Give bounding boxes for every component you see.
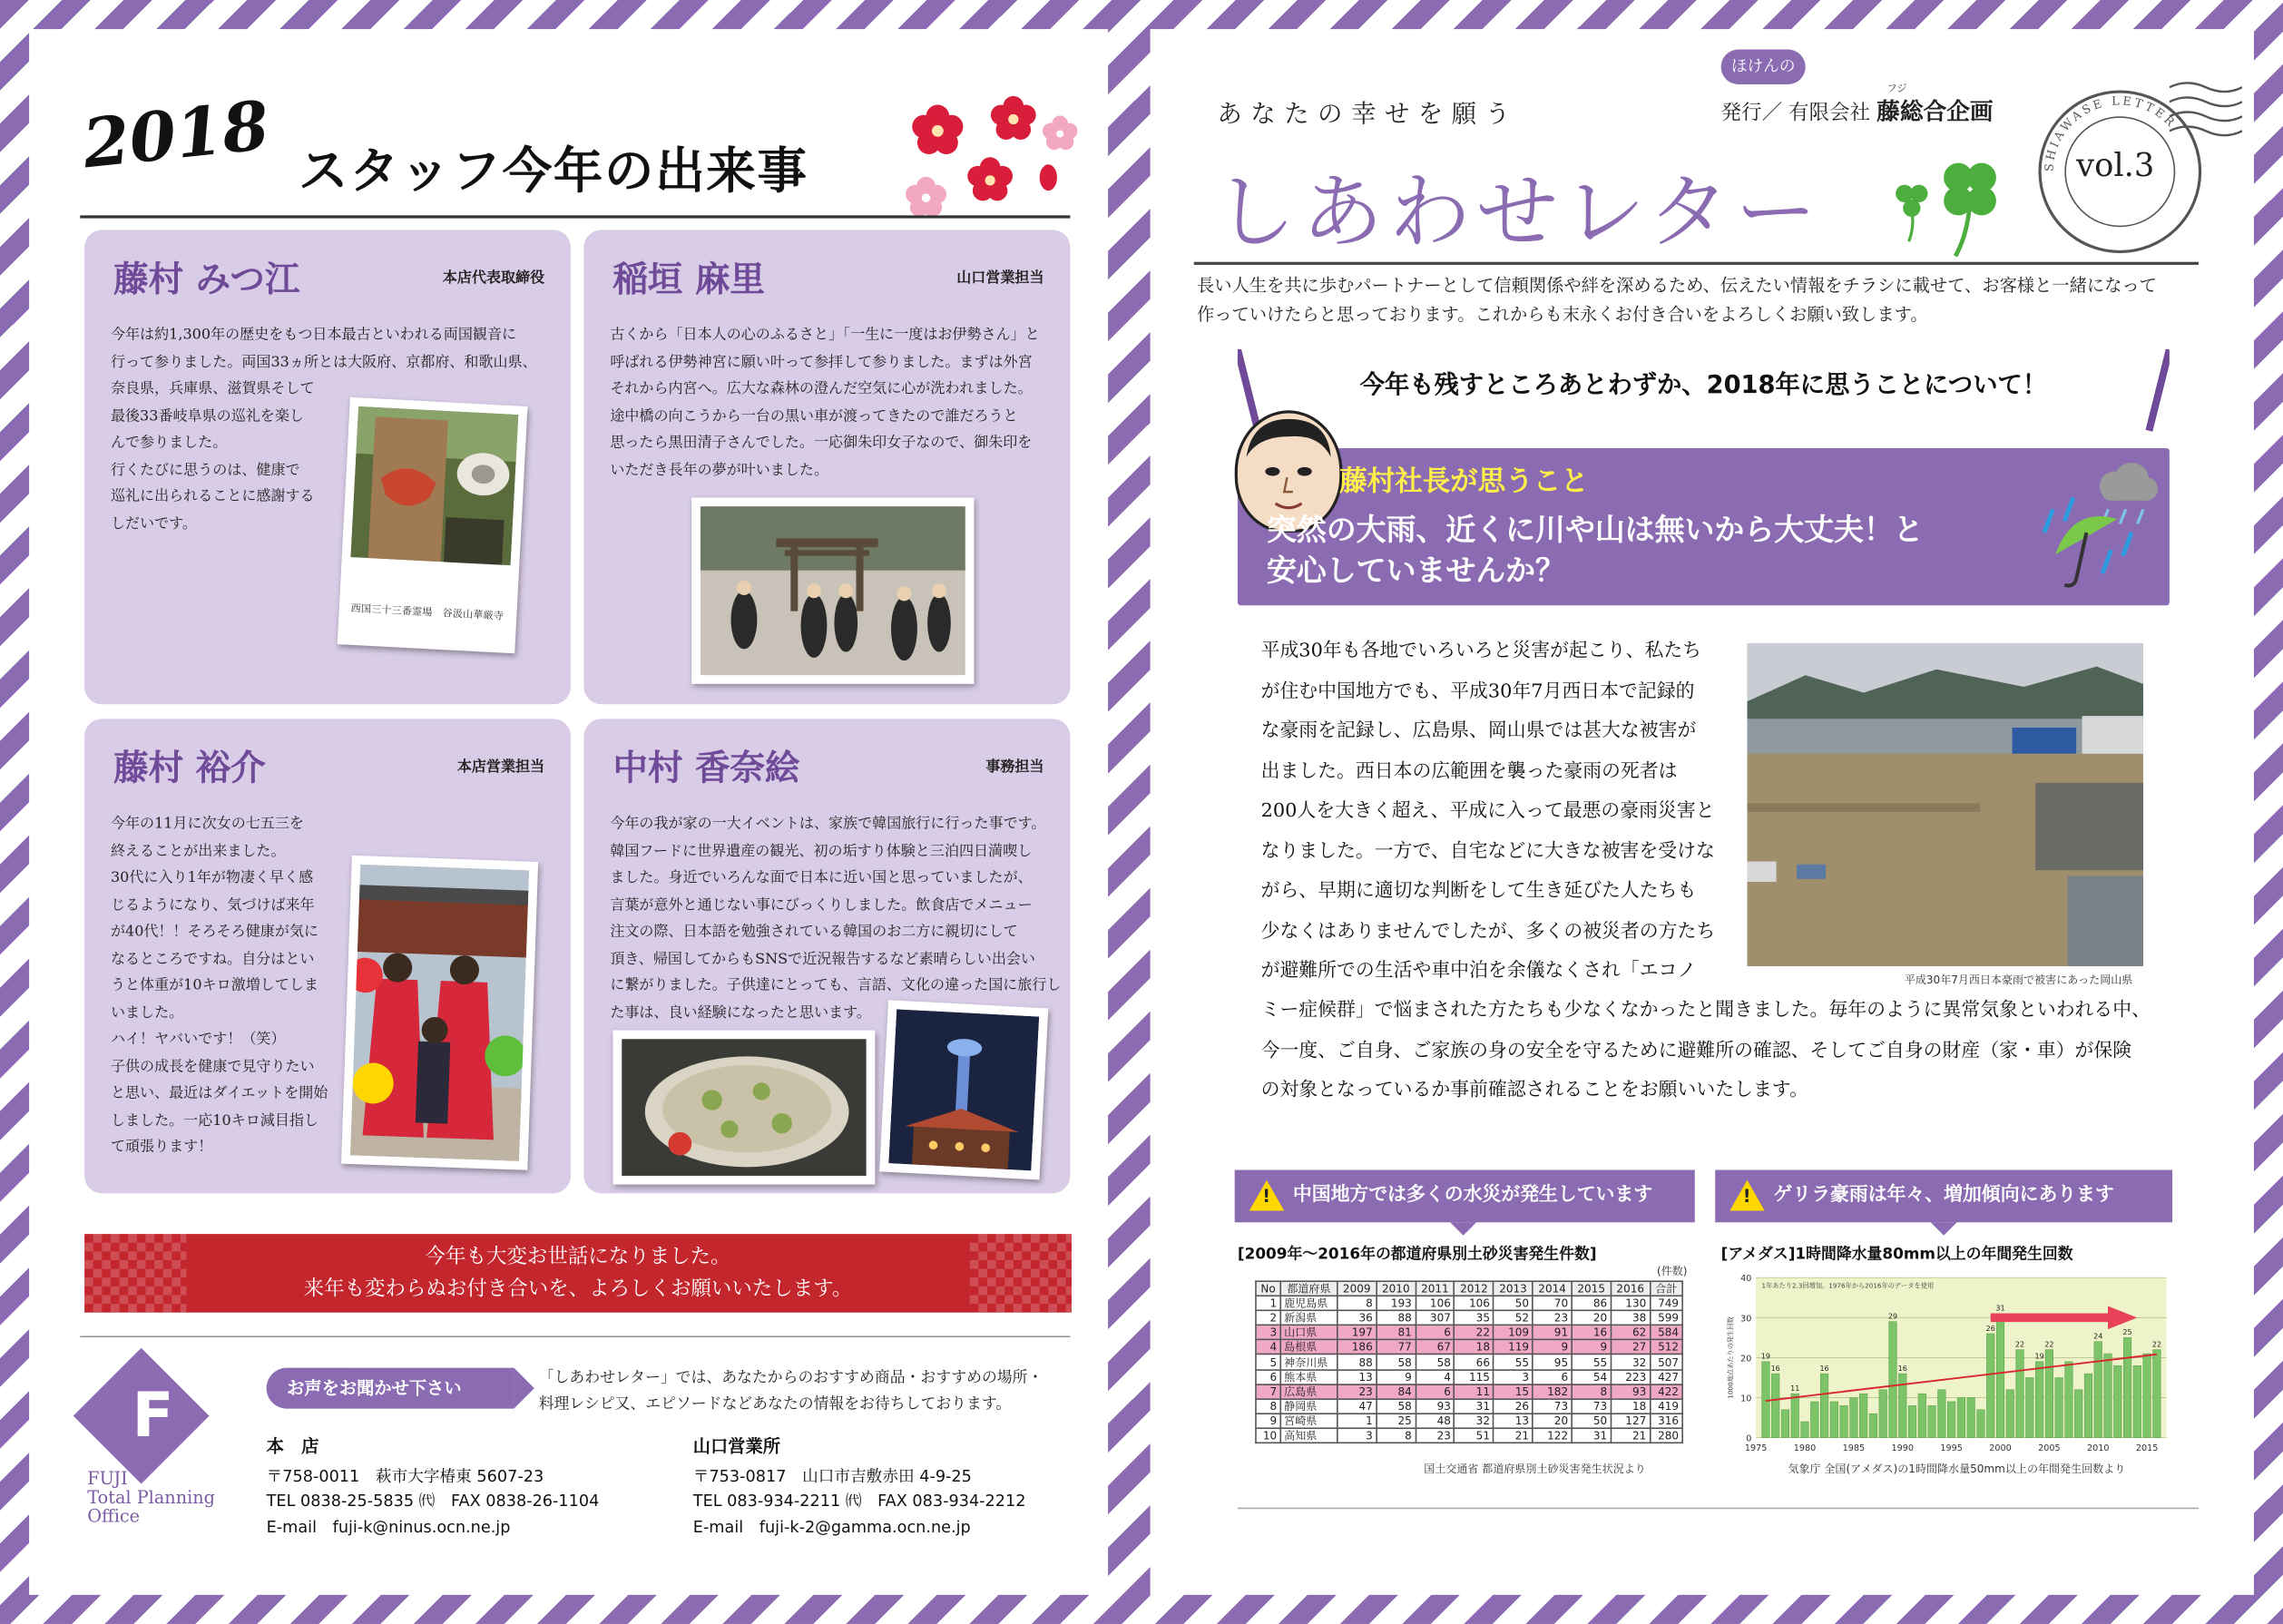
table-cell: 3: [1337, 1428, 1377, 1443]
newsletter-title: しあわせレター: [1214, 165, 1823, 261]
plum-blossom-icon: [888, 79, 1078, 224]
table-cell: 32: [1611, 1355, 1650, 1369]
chart-data-label: 29: [1887, 1312, 1898, 1321]
chart-y-tick: 30: [1740, 1314, 1752, 1325]
table-row: [1256, 1311, 1682, 1326]
svg-text:SHIAWASE LETTER: SHIAWASE LETTER: [2043, 94, 2180, 172]
clover-icon: [1886, 145, 2014, 261]
staff-text: 今年の我が家の一大イベントは、家族で韓国旅行に行った事です。 韓国フードに世界遺産の観光、初の垢すり体験と三泊四日満喫し ました。身近でいろんな面で日本に近い国と思っていましたが、 言葉が意外と通じない事にびっくりしました。飲食店でメニュー 注文の際、日本語を勉強されている韓国のお二方に親切にして 頂き、帰国してからもSNSで近況報告するなど素晴らしい出会い に繋がりました。子供達にとっても、言語、文化の違った国に旅行し た事は、良い経験になったと思います。: [610, 816, 1062, 1022]
chart-x-tick: 2010: [2086, 1443, 2110, 1454]
table-cell: 8: [1256, 1399, 1280, 1414]
table-cell: 31: [1455, 1399, 1494, 1414]
chart-data-label: 11: [1790, 1384, 1800, 1393]
staff-text: 今年は約1,300年の歴史をもつ日本最古といわれる両国観音に 行って参りました。両国33ヵ所とは大阪府、京都府、和歌山県、 奈良県，兵庫県、滋賀県そして 最後33番岐阜県の巡礼を楽し んで参りました。 行くたびに思うのは、健康で 巡礼に出られることに感謝する しだいです。: [110, 327, 537, 533]
table-cell: 77: [1377, 1340, 1416, 1355]
table-cell: 7: [1256, 1384, 1280, 1399]
table-cell: 95: [1533, 1355, 1572, 1369]
chart-bar: [1918, 1394, 1926, 1438]
voice-arrow-icon: [514, 1368, 534, 1409]
flood-photo: [1748, 643, 2143, 966]
chart-bar: [1850, 1398, 1858, 1438]
table-cell: 197: [1337, 1326, 1377, 1340]
table-cell: 2: [1256, 1311, 1280, 1326]
article-body-continued: ミー症候群」で悩まされた方たちも少なくなかったと聞きました。毎年のように異常気象といわれる中、 今一度、ご自身、ご家族の身の安全を守るために避難所の確認、そしてご自身の財産（家・車）が保険 の対象となっているか事前確認されることをお願いいたします。: [1260, 999, 2151, 1102]
table-header-cell: 2012: [1455, 1281, 1494, 1296]
table-header-cell: 2015: [1572, 1281, 1611, 1296]
table-cell: 62: [1611, 1326, 1650, 1340]
table-header-cell: 2010: [1377, 1281, 1416, 1296]
greeting-line: 来年も変わらぬお付き合いを、よろしくお願いいたします。: [303, 1277, 853, 1301]
volume-number: vol.3: [2076, 148, 2155, 185]
right-page: [1151, 29, 2254, 1595]
chart-bar: [1771, 1374, 1779, 1438]
table-row: [1256, 1369, 1682, 1384]
chart-data-label: 16: [1819, 1364, 1829, 1373]
table-cell: 422: [1650, 1384, 1682, 1399]
chart-bar: [2113, 1365, 2121, 1437]
chart-bar: [2084, 1374, 2092, 1438]
table-cell: 73: [1572, 1399, 1611, 1414]
chart-x-tick: 1975: [1744, 1443, 1768, 1454]
chart-x-tick: 1990: [1891, 1443, 1914, 1454]
greeting-line: 今年も大変お世話になりました。: [425, 1245, 731, 1269]
table-cell: 6: [1533, 1369, 1572, 1384]
table-header-row: [1256, 1281, 1682, 1296]
chart-data-label: 22: [2014, 1340, 2025, 1349]
email-link[interactable]: E-mail fuji-k-2@gamma.ocn.ne.jp: [692, 1517, 971, 1536]
table-cell: 35: [1455, 1311, 1494, 1326]
chart-bar: [1879, 1390, 1887, 1438]
table-row: [1256, 1326, 1682, 1340]
left-page: [29, 29, 1108, 1595]
chart-x-tick: 1980: [1793, 1443, 1817, 1454]
staff-card-mari: [583, 230, 1070, 704]
warning-flood: ! 中国地方では多くの水災が発生しています: [1235, 1170, 1695, 1223]
table-cell: 4: [1256, 1340, 1280, 1355]
chart-bar: [1801, 1422, 1809, 1438]
table-cell: 91: [1533, 1326, 1572, 1340]
chart-y-tick: 0: [1746, 1433, 1752, 1444]
table-cell: 新潟県: [1280, 1311, 1337, 1326]
table-cell: 1: [1337, 1414, 1377, 1428]
table-cell: 6: [1256, 1369, 1280, 1384]
table-cell: 182: [1533, 1384, 1572, 1399]
table-cell: 507: [1650, 1355, 1682, 1369]
office-yamaguchi: 山口営業所 〒753-0817 山口市吉敷赤田 4-9-25 TEL 083-934-2211 ㈹ FAX 083-934-2212 E-mail fuji-k-2@gamma.ocn.ne.jp: [693, 1434, 1026, 1539]
table-cell: 73: [1533, 1399, 1572, 1414]
chart-y-tick: 20: [1740, 1354, 1752, 1365]
postmark-waves-icon: [2170, 73, 2242, 160]
email-link[interactable]: E-mail fuji-k@ninus.ocn.ne.jp: [266, 1517, 511, 1536]
chart-y-tick: 40: [1740, 1274, 1752, 1285]
chart-bar: [2133, 1365, 2141, 1437]
table-cell: 88: [1377, 1311, 1416, 1326]
table-cell: 9: [1533, 1340, 1572, 1355]
table-cell: 16: [1572, 1326, 1611, 1340]
table-cell: 316: [1650, 1414, 1682, 1428]
table-cell: 23: [1337, 1384, 1377, 1399]
table-cell: 55: [1494, 1355, 1533, 1369]
table-cell: 81: [1377, 1326, 1416, 1340]
warning-tail: [1450, 1222, 1476, 1235]
warning-tail: [1931, 1222, 1957, 1235]
chart-note: 1年あたり2.3回増加。1976年から2016年のデータを使用: [1761, 1281, 1935, 1290]
table-cell: 50: [1572, 1414, 1611, 1428]
table-title: [2009年〜2016年の都道府県別土砂災害発生件数]: [1237, 1245, 1597, 1264]
table-header-cell: 2011: [1416, 1281, 1455, 1296]
chart-bar: [1967, 1398, 1975, 1438]
table-cell: 93: [1611, 1384, 1650, 1399]
publisher-ruby: フジ: [1886, 83, 1907, 95]
rain-umbrella-icon: [2038, 460, 2158, 594]
table-cell: 21: [1494, 1428, 1533, 1443]
warning-guerrilla: ! ゲリラ豪雨は年々、増加傾向にあります: [1715, 1170, 2172, 1223]
greeting-band: [84, 1234, 1072, 1313]
table-source: 国土交通省 都道府県別土砂災害発生状況より: [1424, 1462, 1646, 1476]
table-cell: 52: [1494, 1311, 1533, 1326]
staff-card-yusuke: [84, 719, 571, 1193]
table-row: [1256, 1384, 1682, 1399]
table-row: [1256, 1428, 1682, 1443]
table-cell: 宮崎県: [1280, 1414, 1337, 1428]
table-row: [1256, 1355, 1682, 1369]
chart-bar: [2016, 1350, 2024, 1438]
table-cell: 127: [1611, 1414, 1650, 1428]
table-cell: 55: [1572, 1355, 1611, 1369]
chart-data-label: 22: [2044, 1340, 2054, 1349]
table-row: [1256, 1340, 1682, 1355]
chart-bar: [1947, 1402, 1955, 1438]
shrine-photo: [691, 498, 974, 684]
table-cell: 8: [1572, 1384, 1611, 1399]
table-cell: 54: [1572, 1369, 1611, 1384]
chart-x-tick: 1985: [1842, 1443, 1866, 1454]
table-cell: 88: [1337, 1355, 1377, 1369]
table-header-cell: 2014: [1533, 1281, 1572, 1296]
staff-role: 事務担当: [985, 759, 1044, 776]
chart-bar: [2006, 1390, 2014, 1438]
table-cell: 27: [1611, 1340, 1650, 1355]
chart-bar: [1928, 1405, 1936, 1437]
table-cell: 3: [1494, 1369, 1533, 1384]
chart-bar: [1977, 1410, 1985, 1438]
chart-bar: [1996, 1314, 2004, 1438]
table-cell: 106: [1416, 1296, 1455, 1310]
table-cell: 鹿児島県: [1280, 1296, 1337, 1310]
table-header-cell: 都道府県: [1280, 1281, 1337, 1296]
table-header-cell: 合計: [1650, 1281, 1682, 1296]
table-cell: 13: [1494, 1414, 1533, 1428]
table-cell: 58: [1377, 1399, 1416, 1414]
table-cell: 186: [1337, 1340, 1377, 1355]
chart-bar: [2123, 1337, 2131, 1437]
table-header-cell: 2016: [1611, 1281, 1650, 1296]
chart-bar: [1938, 1390, 1946, 1438]
table-cell: 11: [1455, 1384, 1494, 1399]
table-cell: 66: [1455, 1355, 1494, 1369]
chart-bar: [2153, 1350, 2161, 1438]
chart-bar: [1781, 1410, 1789, 1438]
table-unit: (件数): [1657, 1264, 1688, 1278]
table-cell: 神奈川県: [1280, 1355, 1337, 1369]
table-cell: 静岡県: [1280, 1399, 1337, 1414]
staff-name: 藤村 みつ江: [113, 259, 300, 300]
table-cell: 島根県: [1280, 1340, 1337, 1355]
chart-bar: [1957, 1398, 1965, 1438]
table-cell: 749: [1650, 1296, 1682, 1310]
tagline: あなたの幸せを願う: [1217, 100, 1519, 130]
checker-pattern: [970, 1234, 1072, 1313]
table-cell: 4: [1416, 1369, 1455, 1384]
table-cell: 15: [1494, 1384, 1533, 1399]
table-cell: 48: [1416, 1414, 1455, 1428]
table-row: [1256, 1414, 1682, 1428]
table-cell: 10: [1256, 1428, 1280, 1443]
table-cell: 22: [1455, 1326, 1494, 1340]
intro-rule: [1194, 262, 2199, 265]
table-cell: 6: [1416, 1326, 1455, 1340]
chart-arrow-shaft: [1991, 1314, 2108, 1323]
chart-bar: [2104, 1354, 2112, 1438]
table-cell: 5: [1256, 1355, 1280, 1369]
article-body: 平成30年も各地でいろいろと災害が起こり、私たち が住む中国地方でも、平成30年7月西日本で記録的 な豪雨を記録し、広島県、岡山県では甚大な被害が 出ました。西日本の広範囲を襲った豪雨の死者は 200人を大きく超え、平成に入って最悪の豪雨災害と なりました。一方で、自宅などに大きな被害を受けな がら、早期に適切な判断をして生き延びた人たちも 少なくはありませんでしたが、多くの被災者の方たち が避難所での生活や車中泊を余儀なくされ「エコノ: [1260, 640, 1716, 983]
table-cell: 38: [1611, 1311, 1650, 1326]
chart-bar: [1869, 1414, 1877, 1437]
table-cell: 307: [1416, 1311, 1455, 1326]
temple-photo: [338, 397, 528, 654]
table-cell: 25: [1377, 1414, 1416, 1428]
chart-bar: [2055, 1377, 2063, 1437]
shichigosan-photo: [341, 856, 538, 1170]
table-cell: 51: [1455, 1428, 1494, 1443]
chart-x-tick: 2015: [2135, 1443, 2159, 1454]
table-cell: 223: [1611, 1369, 1650, 1384]
chart-bar: [1820, 1374, 1828, 1438]
table-cell: 122: [1533, 1428, 1572, 1443]
table-cell: 18: [1455, 1340, 1494, 1355]
photo-caption: 西国三十三番霊場 谷汲山華厳寺: [350, 602, 505, 622]
chart-data-label: 22: [2151, 1340, 2161, 1349]
staff-text: 古くから「日本人の心のふるさと」「一生に一度はお伊勢さん」と 呼ばれる伊勢神宮に願い叶って参拝して参りました。まずは外宮 それから内宮へ。広大な森林の澄んだ空気に心が洗われました。 途中橋の向こうから一台の黒い車が渡ってきたので誰だろうと 思ったら黒田清子さんでした。一応御朱印女子なので、御朱印を いただき長年の夢が叶いました。: [610, 327, 1040, 478]
table-cell: 58: [1416, 1355, 1455, 1369]
chart-bar: [1859, 1394, 1867, 1438]
table-cell: 584: [1650, 1326, 1682, 1340]
bottom-rule: [1238, 1508, 2199, 1510]
table-cell: 427: [1650, 1369, 1682, 1384]
table-cell: 70: [1533, 1296, 1572, 1310]
table-cell: 9: [1572, 1340, 1611, 1355]
staff-card-mitsue: [84, 230, 571, 704]
chart-bar: [2094, 1342, 2102, 1438]
staff-name: 藤村 裕介: [113, 748, 266, 789]
table-row: [1256, 1399, 1682, 1414]
rain-bar-chart: [1721, 1269, 2181, 1464]
table-cell: 3: [1256, 1326, 1280, 1340]
staff-name: 稲垣 麻里: [612, 259, 765, 300]
company-logo-text: FUJI Total Planning Office: [87, 1468, 216, 1527]
chart-x-tick: 2000: [1989, 1443, 2012, 1454]
table-cell: 193: [1377, 1296, 1416, 1310]
chart-x-tick: 1995: [1940, 1443, 1963, 1454]
voice-text: 「しあわせレター」では、あなたからのおすすめ商品・おすすめの場所・ 料理レシピ又、エピソードなどあなたの情報をお待ちしております。: [538, 1369, 1044, 1414]
publisher: 発行／ 有限会社 藤総合企画: [1720, 97, 1994, 125]
chart-data-label: 19: [1760, 1352, 1771, 1361]
chart-y-tick: 10: [1740, 1394, 1752, 1404]
table-cell: 50: [1494, 1296, 1533, 1310]
chart-data-label: 16: [1897, 1364, 1907, 1373]
title-year: 2018: [79, 85, 273, 184]
chart-x-tick: 2005: [2038, 1443, 2061, 1454]
table-cell: 512: [1650, 1340, 1682, 1355]
chart-bar: [1908, 1405, 1916, 1437]
chart-data-label: 25: [2122, 1328, 2132, 1337]
table-cell: 20: [1572, 1311, 1611, 1326]
table-cell: 21: [1611, 1428, 1650, 1443]
chart-bar: [2143, 1354, 2151, 1438]
table-header-cell: 2013: [1494, 1281, 1533, 1296]
table-cell: 599: [1650, 1311, 1682, 1326]
disaster-table: [1255, 1280, 1683, 1443]
checker-pattern: [84, 1234, 186, 1313]
table-cell: 26: [1494, 1399, 1533, 1414]
table-cell: 32: [1455, 1414, 1494, 1428]
table-cell: 58: [1377, 1355, 1416, 1369]
footer-rule: [80, 1335, 1070, 1337]
banner-subtitle: 藤村社長が思うこと: [1339, 465, 1589, 498]
chart-bar: [1810, 1402, 1818, 1438]
table-cell: 36: [1337, 1311, 1377, 1326]
table-cell: 高知県: [1280, 1428, 1337, 1443]
table-cell: 8: [1337, 1296, 1377, 1310]
logo-letter-f: F: [132, 1379, 174, 1452]
staff-role: 本店代表取締役: [442, 270, 545, 287]
chart-data-label: 26: [1985, 1324, 1995, 1333]
chart-bar: [2035, 1362, 2043, 1438]
chart-y-label: 1000地点あたりの発生回数: [1726, 1316, 1735, 1399]
intro-text: 長い人生を共に歩むパートナーとして信頼関係や絆を深めるため、伝えたい情報をチラシに載せて、お客様と一緒になって 作っていけたらと思っております。これからも末永くお付き合いをよろしくお願い致します。: [1196, 275, 2157, 325]
voice-label: お声をお聞かせ下さい: [267, 1368, 514, 1409]
table-header-cell: No: [1256, 1281, 1280, 1296]
table-cell: 23: [1533, 1311, 1572, 1326]
title-rule: [80, 215, 1070, 218]
table-cell: 31: [1572, 1428, 1611, 1443]
table-cell: 419: [1650, 1399, 1682, 1414]
table-cell: 93: [1416, 1399, 1455, 1414]
staff-name: 中村 香奈絵: [612, 748, 800, 789]
food-photo: [613, 1031, 876, 1185]
table-cell: 山口県: [1280, 1326, 1337, 1340]
table-cell: 1: [1256, 1296, 1280, 1310]
staff-role: 本店営業担当: [456, 759, 545, 776]
chart-bar: [2026, 1377, 2034, 1437]
office-honten: 本 店 〒758-0011 萩市大字椿東 5607-23 TEL 0838-25-5835 ㈹ FAX 0838-26-1104 E-mail fuji-k@ninus.ocn.ne.jp: [267, 1434, 600, 1539]
table-cell: 20: [1533, 1414, 1572, 1428]
table-cell: 130: [1611, 1296, 1650, 1310]
table-cell: 23: [1416, 1428, 1455, 1443]
banner-headline: 突然の大雨、近くに川や山は無いから大丈夫！と 安心していませんか？: [1267, 512, 1924, 588]
tower-photo: [879, 1000, 1048, 1179]
table-cell: 86: [1572, 1296, 1611, 1310]
table-cell: 6: [1416, 1384, 1455, 1399]
chart-data-label: 19: [2034, 1352, 2044, 1361]
staff-text: 今年の11月に次女の七五三を 終えることが出来ました。 30代に入り1年が物凄く早く感 じるようになり、気づけば来年 が40代！！そろそろ健康が気に なるところですね。自分はとい うと体重が10キロ激増してしま いました。 ハイ！ヤバいです！（笑） 子供の成長を健康で見守りたい と思い、最近はダイエットを開始 しました。一応10キロ減目指し て頑張ります！: [110, 816, 328, 1156]
chart-data-label: 24: [2093, 1332, 2103, 1341]
page-title: スタッフ今年の出来事: [298, 142, 808, 201]
table-cell: 109: [1494, 1326, 1533, 1340]
flood-caption: 平成30年7月西日本豪雨で被害にあった岡山県: [1904, 973, 2133, 987]
table-cell: 広島県: [1280, 1384, 1337, 1399]
table-cell: 106: [1455, 1296, 1494, 1310]
chart-bar: [1791, 1394, 1799, 1438]
table-cell: 9: [1377, 1369, 1416, 1384]
chart-bar: [1889, 1322, 1897, 1438]
chart-bar: [2045, 1350, 2053, 1438]
theme-heading: 今年も残すところあとわずか、2018年に思うことについて！: [1359, 370, 2048, 401]
chart-bar: [2074, 1390, 2082, 1438]
table-cell: 115: [1455, 1369, 1494, 1384]
table-row: [1256, 1296, 1682, 1310]
table-cell: 119: [1494, 1340, 1533, 1355]
table-cell: 熊本県: [1280, 1369, 1337, 1384]
table-cell: 13: [1337, 1369, 1377, 1384]
table-cell: 9: [1256, 1414, 1280, 1428]
chart-title: [アメダス]1時間降水量80mm以上の年間発生回数: [1720, 1245, 2073, 1264]
hoken-badge: ほけんの: [1721, 50, 1806, 84]
table-cell: 8: [1377, 1428, 1416, 1443]
staff-role: 山口営業担当: [956, 270, 1044, 287]
chart-source: 気象庁 全国(アメダス)の1時間降水量50mm以上の年間発生回数より: [1788, 1462, 2126, 1476]
table-cell: 67: [1416, 1340, 1455, 1355]
table-cell: 280: [1650, 1428, 1682, 1443]
chart-data-label: 16: [1770, 1364, 1780, 1373]
table-cell: 47: [1337, 1399, 1377, 1414]
staff-card-kanae: [583, 719, 1070, 1193]
chart-bar: [1986, 1334, 1994, 1438]
table-cell: 84: [1377, 1384, 1416, 1399]
table-header-cell: 2009: [1337, 1281, 1377, 1296]
chart-bar: [2065, 1362, 2073, 1438]
chart-bar: [1898, 1374, 1906, 1438]
chart-bar: [1840, 1405, 1848, 1437]
chart-bar: [1830, 1402, 1838, 1438]
chart-data-label: 31: [1995, 1304, 2005, 1313]
table-cell: 18: [1611, 1399, 1650, 1414]
